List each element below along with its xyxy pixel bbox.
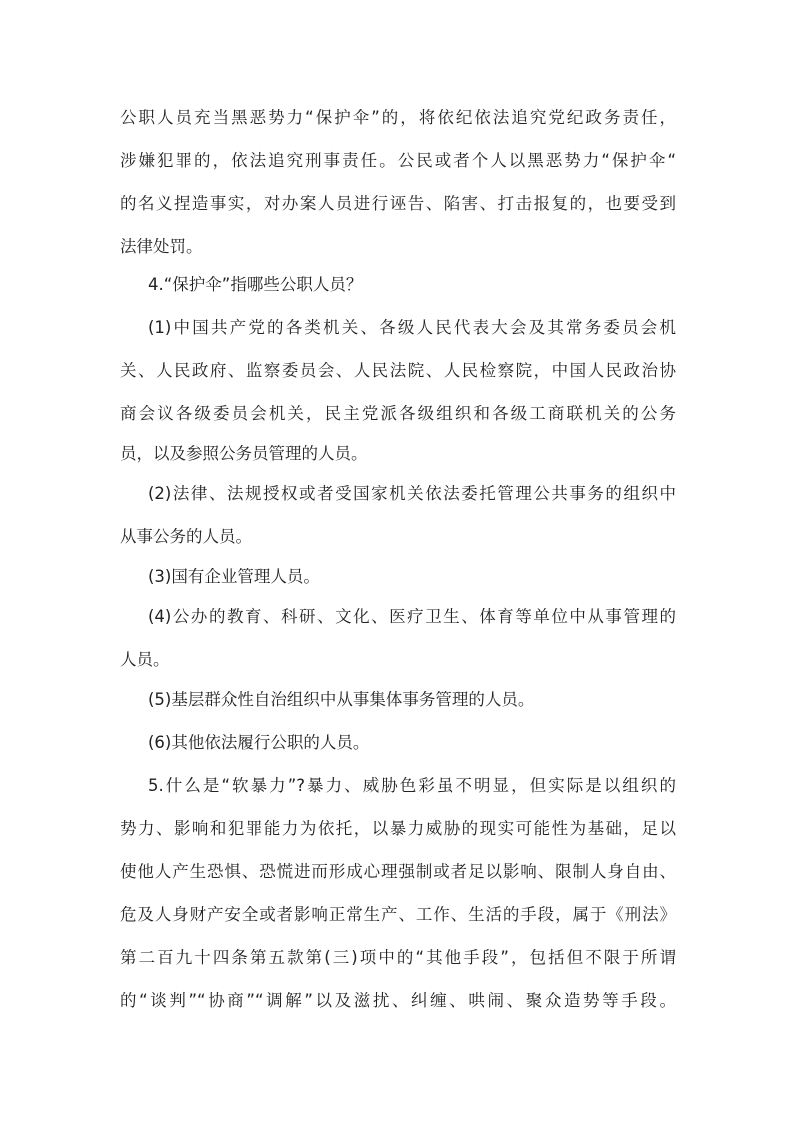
list-item-text: (6)其他依法履行公职的人员。 <box>148 733 370 752</box>
body-text-line: 第二百九十四条第五款第(三)项中的“其他手段”，包括但不限于所谓 <box>120 948 676 967</box>
body-text-line: 从事公务的人员。 <box>120 527 252 546</box>
body-text-line: 公职人员充当黑恶势力“保护伞”的，将依纪依法追究党纪政务责任， <box>120 108 676 127</box>
body-text-line: 的名义捏造事实，对办案人员进行诬告、陷害、打击报复的，也要受到 <box>120 194 676 213</box>
list-item-text: (2)法律、法规授权或者受国家机关依法委托管理公共事务的组织中 <box>148 484 676 503</box>
list-item-text: (4)公办的教育、科研、文化、医疗卫生、体育等单位中从事管理的 <box>148 607 676 626</box>
question-heading: 4.“保护伞”指哪些公职人员？ <box>148 275 363 294</box>
list-item-text: (5)基层群众性自治组织中从事集体事务管理的人员。 <box>148 690 535 709</box>
list-item-text: (1)中国共产党的各类机关、各级人民代表大会及其常务委员会机 <box>148 318 676 337</box>
body-text-line: 使他人产生恐惧、恐慌进而形成心理强制或者足以影响、限制人身自由、 <box>120 862 676 881</box>
body-text-line: 员，以及参照公务员管理的人员。 <box>120 444 368 463</box>
body-text-line: 涉嫌犯罪的，依法追究刑事责任。公民或者个人以黑恶势力“保护伞“ <box>120 151 676 170</box>
body-text-line: 的“谈判”“协商”“调解”以及滋扰、纠缠、哄闹、聚众造势等手段。 <box>120 991 676 1010</box>
body-text-line: 关、人民政府、监察委员会、人民法院、人民检察院，中国人民政治协 <box>120 361 676 380</box>
body-text-line: 法律处罚。 <box>120 237 203 256</box>
body-text-line: 危及人身财产安全或者影响正常生产、工作、生活的手段，属于《刑法》 <box>120 905 676 924</box>
body-text-line: 势力、影响和犯罪能力为依托，以暴力威胁的现实可能性为基础，足以 <box>120 819 676 838</box>
body-text-line: 商会议各级委员会机关，民主党派各级组织和各级工商联机关的公务 <box>120 404 676 423</box>
body-text-line: 人员。 <box>120 650 170 669</box>
list-item-text: (3)国有企业管理人员。 <box>148 567 320 586</box>
question-heading: 5.什么是“软暴力”?暴力、威胁色彩虽不明显，但实际是以组织的 <box>148 776 676 795</box>
